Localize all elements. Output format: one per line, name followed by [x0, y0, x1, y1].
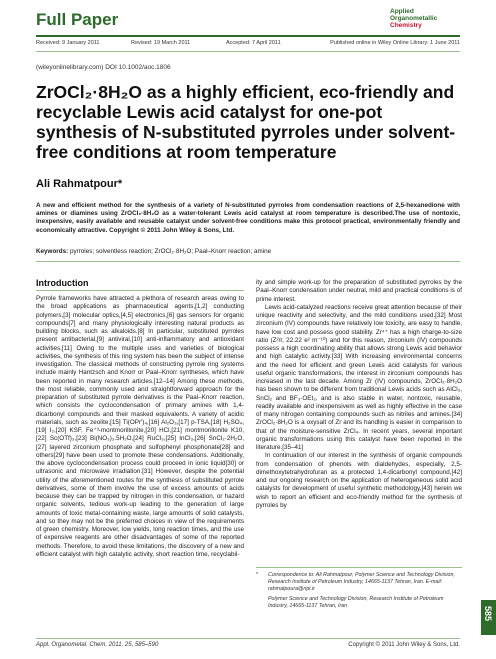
correspondence-note: Correspondence to: Ali Rahmatpour, Polymer Science and Technology Division, Research Institute of Petroleum Industry, 14665-1137 Tehran, Iran. E-mail: rahmatpoura@ripi.ir	[268, 572, 455, 592]
received-date: Received: 9 January 2011	[36, 40, 100, 46]
intro-paragraph-1-continued: ity and simple work-up for the preparation of substituted pyrroles by the Paal–Knorr condensation under neutral, mild and practical conditions is of prime interest.	[256, 279, 462, 303]
section-heading-introduction: Introduction	[36, 278, 89, 288]
keywords-text: pyrroles; solventless reaction; ZrOCl₂·8H₂O; Paal–Knorr reaction; amine	[69, 248, 272, 255]
header-rule	[36, 35, 460, 37]
journal-citation: Appl. Organometal. Chem. 2011, 25, 585–590	[36, 642, 159, 648]
revised-date: Revised: 19 March 2011	[131, 40, 191, 46]
intro-paragraph-1: Pyrrole frameworks have attracted a plethora of research areas owing to the broad applications as pharmaceutical agents,[1,2] conducting polymers,[3] molecular optics,[4,5] electronics,[6] gas sensors for organic compounds[7] and many physiologically interesting natural products as building blocks, such as alkaloids.[8] In particular, substituted pyrroles present antibacterial,[9] antiviral,[10] anti-inflammatory and antioxidant activities.[11] Owing to the multiple uses and varieties of biological activities, the synthesis of this ring system has been the subject of intense investigation. The classical methods of constructing pyrrole ring systems include mainly Hantzsch and Knorr or Paal–Knorr syntheses, which have been reported in many research articles.[12–14] Among these methods, the most reliable, commonly used and straightforward approach for the preparation of substituted pyrrole derivatives is the Paal–Knorr reaction, which consists the cyclocondensation of primary amines with 1,4-dicarbonyl compounds and their masked equivalents. A variety of acidic materials, such as zeolite,[15] Ti(OPr')₄,[16] Al₂O₃,[17] p-TSA,[18] H₂SO₄,[19] I₂,[20] KSF, Fe⁺³-montmorillonite,[20] HCl,[21] montmorillonite K10,[22] Sc(OTf)₃,[23] Bi(NO₃)₃.5H₂O,[24] RuCl₃,[25] InCl₃,[26] SnCl₂·2H₂O,[27] layered zirconium phosphate and sulfophenyl phosphonate[28] and others[29] have been used to promote these condensations. Additionally, the above cyclocondensation process could proceed in ionic liquid[30] or ultrasonic and microwave irradiation.[31] However, despite the potential utility of the aforementioned routes for the synthesis of substituted pyrrole derivatives, some of them involve the use of excess amounts of acids because they can be trapped by nitrogen in this condensation, or hazard organic solvents, tedious work-up leading to the generation of large amounts of toxic metal-containing waste, large amounts of solid catalysts, and so they may not be the preferred choices in view of the requirements of green chemistry. Moreover, low yields, long reaction times, and the use of expensive reagents are other disadvantages of some of the reported methods. Therefore, to avoid these limitations, the discovery of a new and efficient catalyst with high catalytic activity, short reaction time, recyclabil-	[36, 295, 244, 558]
logo-line-chemistry: Chemistry	[390, 22, 422, 29]
paper-title: ZrOCl₂·8H₂O as a highly efficient, eco-friendly and recyclable Lewis acid catalyst for one-pot synthesis of N-substituted pyrroles under solvent-free conditions at room temperature	[36, 82, 456, 162]
dates-rule	[36, 51, 460, 52]
author-name: Ali Rahmatpour*	[36, 178, 123, 190]
logo-line-organometallic: Organometallic	[390, 15, 438, 22]
right-column	[256, 279, 462, 510]
left-column	[36, 295, 244, 559]
keywords	[36, 248, 460, 255]
intro-paragraph-3: In continuation of our interest in the synthesis of organic compounds from condensation of phenols with dialdehydes, especially, 2,5-dimethoxytetrahydrofuran as a protected 1,4-dicarbonyl compound,[42] and our ongoing research on the application of heterogeneous solid acid catalysts for development of useful synthetic methodology,[43] herein we wish to report an efficient and eco-friendly method for the synthesis of pyrroles by	[256, 452, 462, 509]
footnote-marker: *	[256, 572, 259, 578]
article-dates	[36, 40, 460, 50]
keywords-label: Keywords:	[36, 248, 69, 255]
page-number: 585	[483, 606, 493, 622]
footnote	[256, 572, 462, 614]
logo-line-applied: Applied	[390, 8, 414, 15]
abstract: A new and efficient method for the synthesis of a variety of N-substituted pyrroles from condensation reactions of 2,5-hexanedione with amines or diamines using ZrOCl₂·8H₂O as a water-tolerant Lewis acid catalyst at room temperature is described.The use of nontoxic, inexpensive, easily available and reusable catalyst under solvent-free conditions make this protocol practical, environmentally friendly and economically attractive. Copyright © 2011 John Wiley & Sons, Ltd.	[36, 202, 460, 234]
article-type-label: Full Paper	[36, 10, 119, 29]
published-date: Published online in Wiley Online Library: 1 June 2011	[330, 40, 460, 46]
section-rule	[36, 290, 244, 291]
copyright-notice: Copyright © 2011 John Wiley & Sons, Ltd.	[348, 642, 460, 648]
accepted-date: Accepted: 7 April 2011	[226, 40, 281, 46]
intro-paragraph-2: Lewis acid-catalyzed reactions receive great attention because of their unique reactivity and selectivity, and the mild conditions used.[32] Most zirconium (IV) compounds have relatively low toxicity, are easy to handle, have low cost and possess good stability. Zr⁴⁺ has a high charge-to-size ratio (Z²/r, 22.22 e² m⁻¹⁰) and for this reason, zirconium (IV) compounds possess a high coordinating ability that allows strong Lewis acid behavior and high catalytic activity.[33] With increasing environmental concerns and the need for efficient and green Lewis acid catalysts for various useful organic transformations, the interest in zirconium compounds has increased in the last decade. Among Zr (IV) compounds, ZrOCl₂·8H₂O has been shown to be different from traditional Lewis acids such as AlCl₃, SnCl₂ and BF₃·OEt₂, and is also stable in water, nontoxic, reusable, readily available and inexpensivem as well as highly effective in the case of many nitrogen containing compounds such as nitriles and amines.[34] ZrOCl₂·8H₂O is a oxysalt of Zr and its handling is easier in comparison to that of the moisture-sensitive ZrCl₄. In recent years, several important organic transformations using this catalyst have been reported in the literature.[35–41]	[256, 303, 462, 451]
keywords-rule	[36, 261, 460, 262]
affiliation-note: Polymer Science and Technology Division, Research Institute of Petroleum Industry, 14665-1137 Tehran, Iran	[268, 596, 444, 610]
footer-rule	[36, 638, 460, 639]
journal-logo	[390, 8, 460, 29]
doi-link[interactable]: (wileyonlinelibrary.com) DOI 10.1002/aoc.1806	[36, 64, 171, 71]
footnote-rule	[256, 567, 462, 568]
